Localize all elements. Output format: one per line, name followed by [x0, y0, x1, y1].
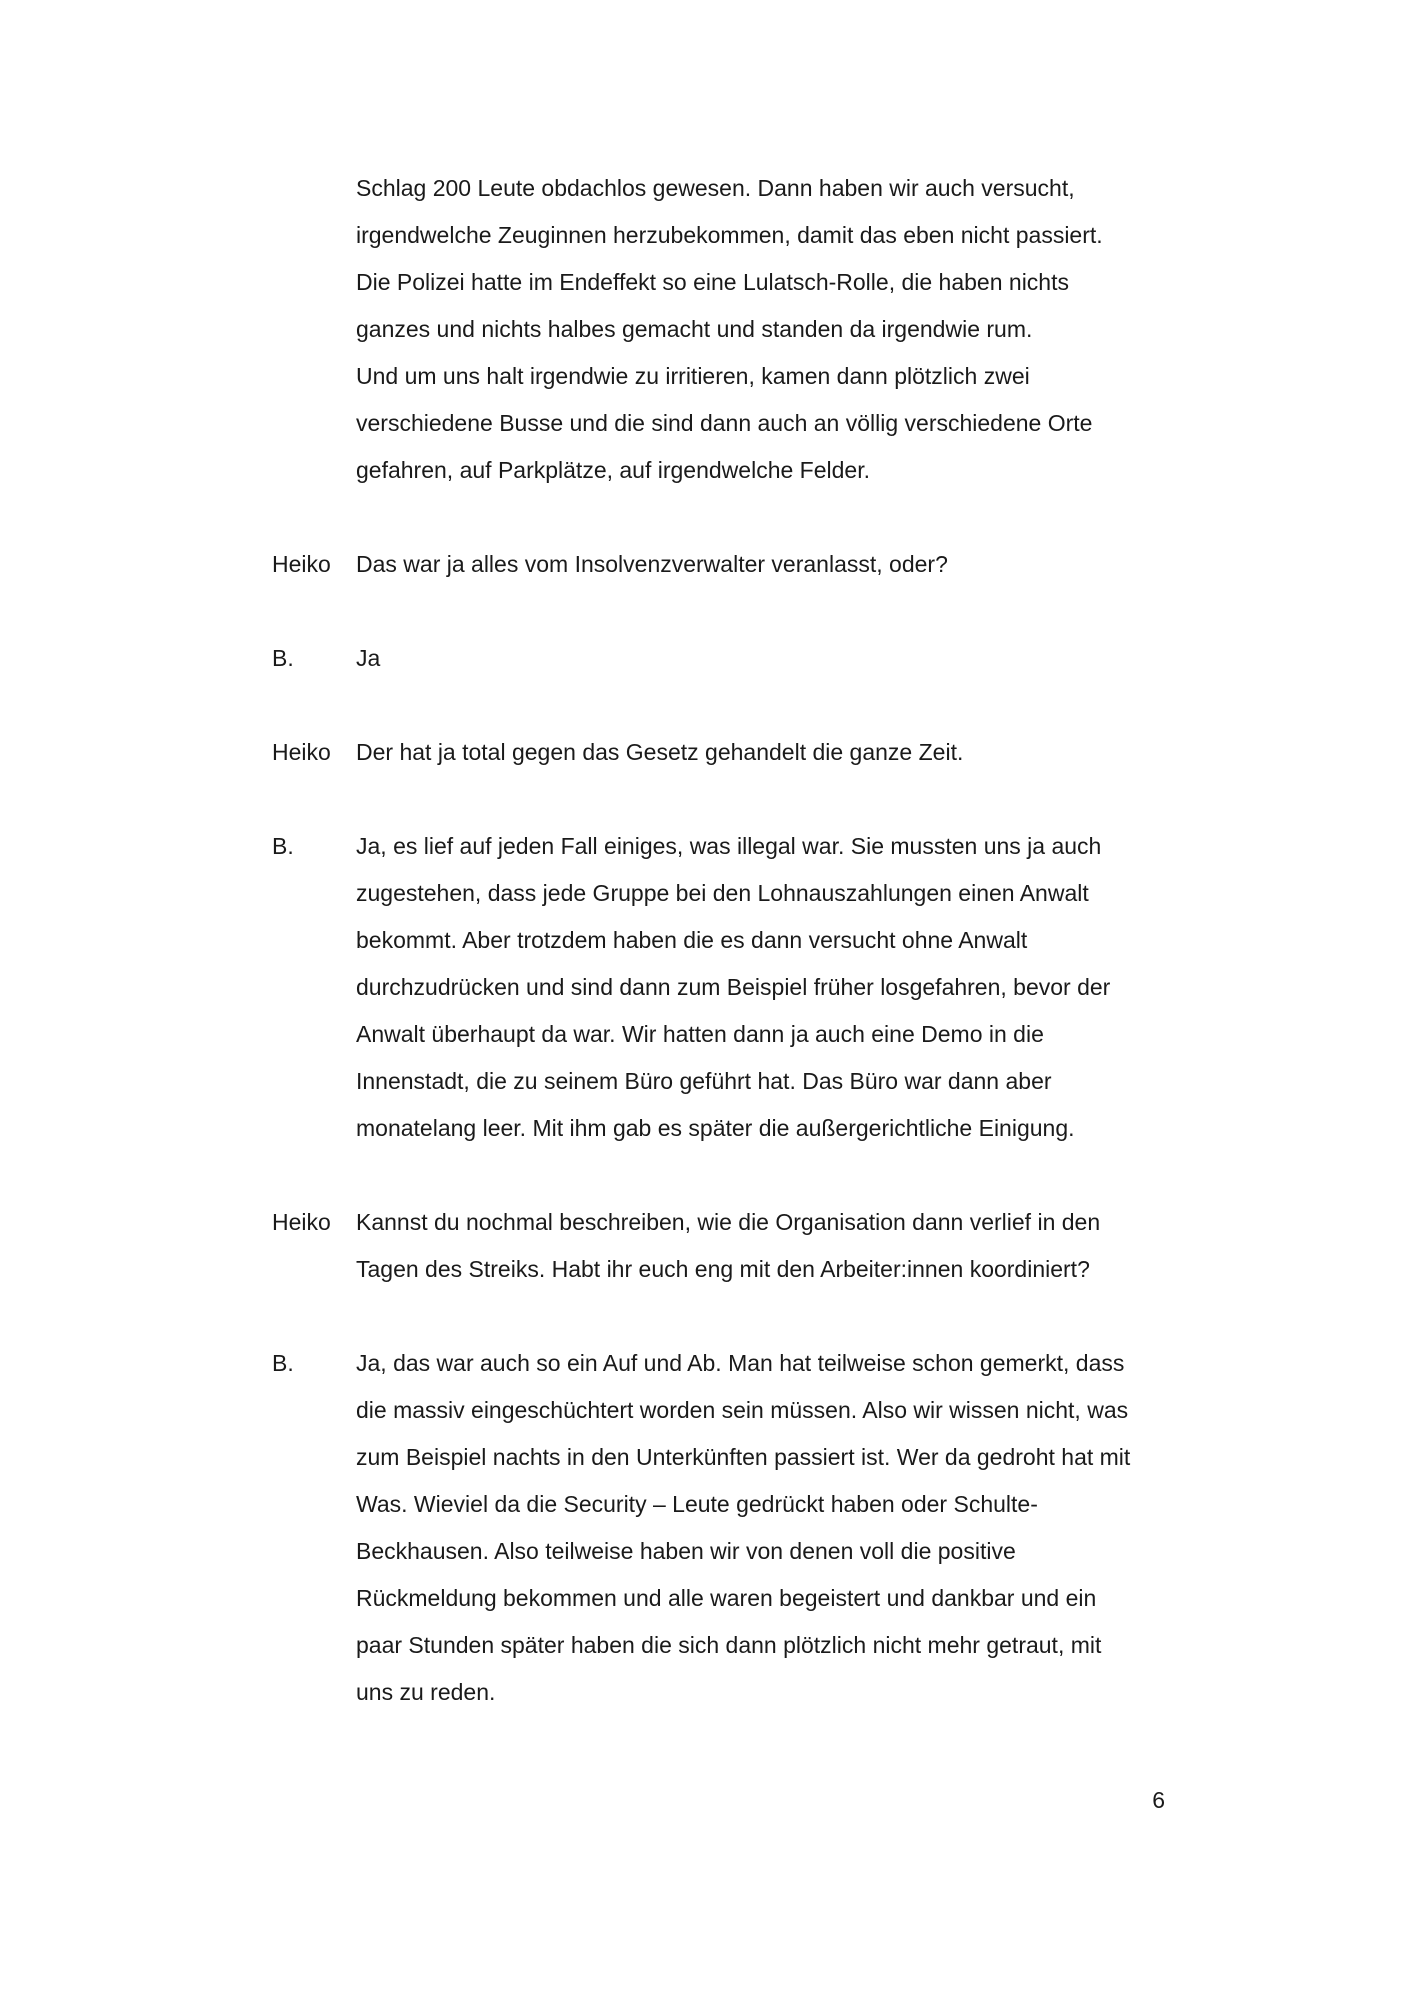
- speaker-label: B.: [272, 1350, 294, 1376]
- text-line: Innenstadt, die zu seinem Büro geführt hat. Das Büro war dann aber: [356, 1068, 1052, 1094]
- text-line: verschiedene Busse und die sind dann auch an völlig verschiedene Orte: [356, 410, 1093, 436]
- turn-text: [356, 165, 1172, 494]
- paragraph-gap: [272, 1293, 1172, 1340]
- turn-text: [356, 1199, 1172, 1293]
- text-line: gefahren, auf Parkplätze, auf irgendwelche Felder.: [356, 457, 870, 483]
- transcript-turn: [272, 541, 1172, 588]
- turn-text: [356, 1340, 1172, 1716]
- speaker-label: B.: [272, 645, 294, 671]
- text-line: durchzudrücken und sind dann zum Beispiel früher losgefahren, bevor der: [356, 974, 1111, 1000]
- text-line: Was. Wieviel da die Security – Leute gedrückt haben oder Schulte-: [356, 1491, 1038, 1517]
- text-line: Ja, es lief auf jeden Fall einiges, was illegal war. Sie mussten uns ja auch: [356, 833, 1102, 859]
- interview-transcript: [272, 165, 1172, 1716]
- text-line: Kannst du nochmal beschreiben, wie die Organisation dann verlief in den: [356, 1209, 1101, 1235]
- paragraph-gap: [272, 682, 1172, 729]
- page-number: 6: [1152, 1787, 1165, 1813]
- text-line: monatelang leer. Mit ihm gab es später die außergerichtliche Einigung.: [356, 1115, 1075, 1141]
- turn-text: [356, 635, 1172, 682]
- text-line: Ja, das war auch so ein Auf und Ab. Man hat teilweise schon gemerkt, dass: [356, 1350, 1125, 1376]
- transcript-turn: [272, 1199, 1172, 1293]
- text-line: zugestehen, dass jede Gruppe bei den Lohnauszahlungen einen Anwalt: [356, 880, 1089, 906]
- text-line: ganzes und nichts halbes gemacht und standen da irgendwie rum.: [356, 316, 1033, 342]
- paragraph-gap: [272, 776, 1172, 823]
- transcript-turn: [272, 635, 1172, 682]
- text-line: paar Stunden später haben die sich dann plötzlich nicht mehr getraut, mit: [356, 1632, 1102, 1658]
- text-line: uns zu reden.: [356, 1679, 496, 1705]
- text-line: Tagen des Streiks. Habt ihr euch eng mit den Arbeiter:innen koordiniert?: [356, 1256, 1090, 1282]
- transcript-turn: [272, 823, 1172, 1152]
- speaker-label: Heiko: [272, 1209, 331, 1235]
- transcript-turn: [272, 165, 1172, 494]
- text-line: Beckhausen. Also teilweise haben wir von denen voll die positive: [356, 1538, 1016, 1564]
- paragraph-gap: [272, 1152, 1172, 1199]
- speaker-label: B.: [272, 833, 294, 859]
- text-line: Der hat ja total gegen das Gesetz gehandelt die ganze Zeit.: [356, 739, 964, 765]
- text-line: Die Polizei hatte im Endeffekt so eine Lulatsch-Rolle, die haben nichts: [356, 269, 1069, 295]
- text-line: Und um uns halt irgendwie zu irritieren, kamen dann plötzlich zwei: [356, 363, 1030, 389]
- text-line: Rückmeldung bekommen und alle waren begeistert und dankbar und ein: [356, 1585, 1097, 1611]
- paragraph-gap: [272, 494, 1172, 541]
- turn-text: [356, 541, 1172, 588]
- turn-text: [356, 823, 1172, 1152]
- transcript-turn: [272, 729, 1172, 776]
- transcript-turn: [272, 1340, 1172, 1716]
- text-line: Das war ja alles vom Insolvenzverwalter veranlasst, oder?: [356, 551, 948, 577]
- text-line: Schlag 200 Leute obdachlos gewesen. Dann haben wir auch versucht,: [356, 175, 1075, 201]
- text-line: bekommt. Aber trotzdem haben die es dann versucht ohne Anwalt: [356, 927, 1028, 953]
- speaker-label: Heiko: [272, 739, 331, 765]
- text-line: Ja: [356, 645, 381, 671]
- text-line: zum Beispiel nachts in den Unterkünften passiert ist. Wer da gedroht hat mit: [356, 1444, 1131, 1470]
- text-line: die massiv eingeschüchtert worden sein müssen. Also wir wissen nicht, was: [356, 1397, 1129, 1423]
- text-line: Anwalt überhaupt da war. Wir hatten dann ja auch eine Demo in die: [356, 1021, 1044, 1047]
- paragraph-gap: [272, 588, 1172, 635]
- text-line: irgendwelche Zeuginnen herzubekommen, damit das eben nicht passiert.: [356, 222, 1103, 248]
- turn-text: [356, 729, 1172, 776]
- speaker-label: Heiko: [272, 551, 331, 577]
